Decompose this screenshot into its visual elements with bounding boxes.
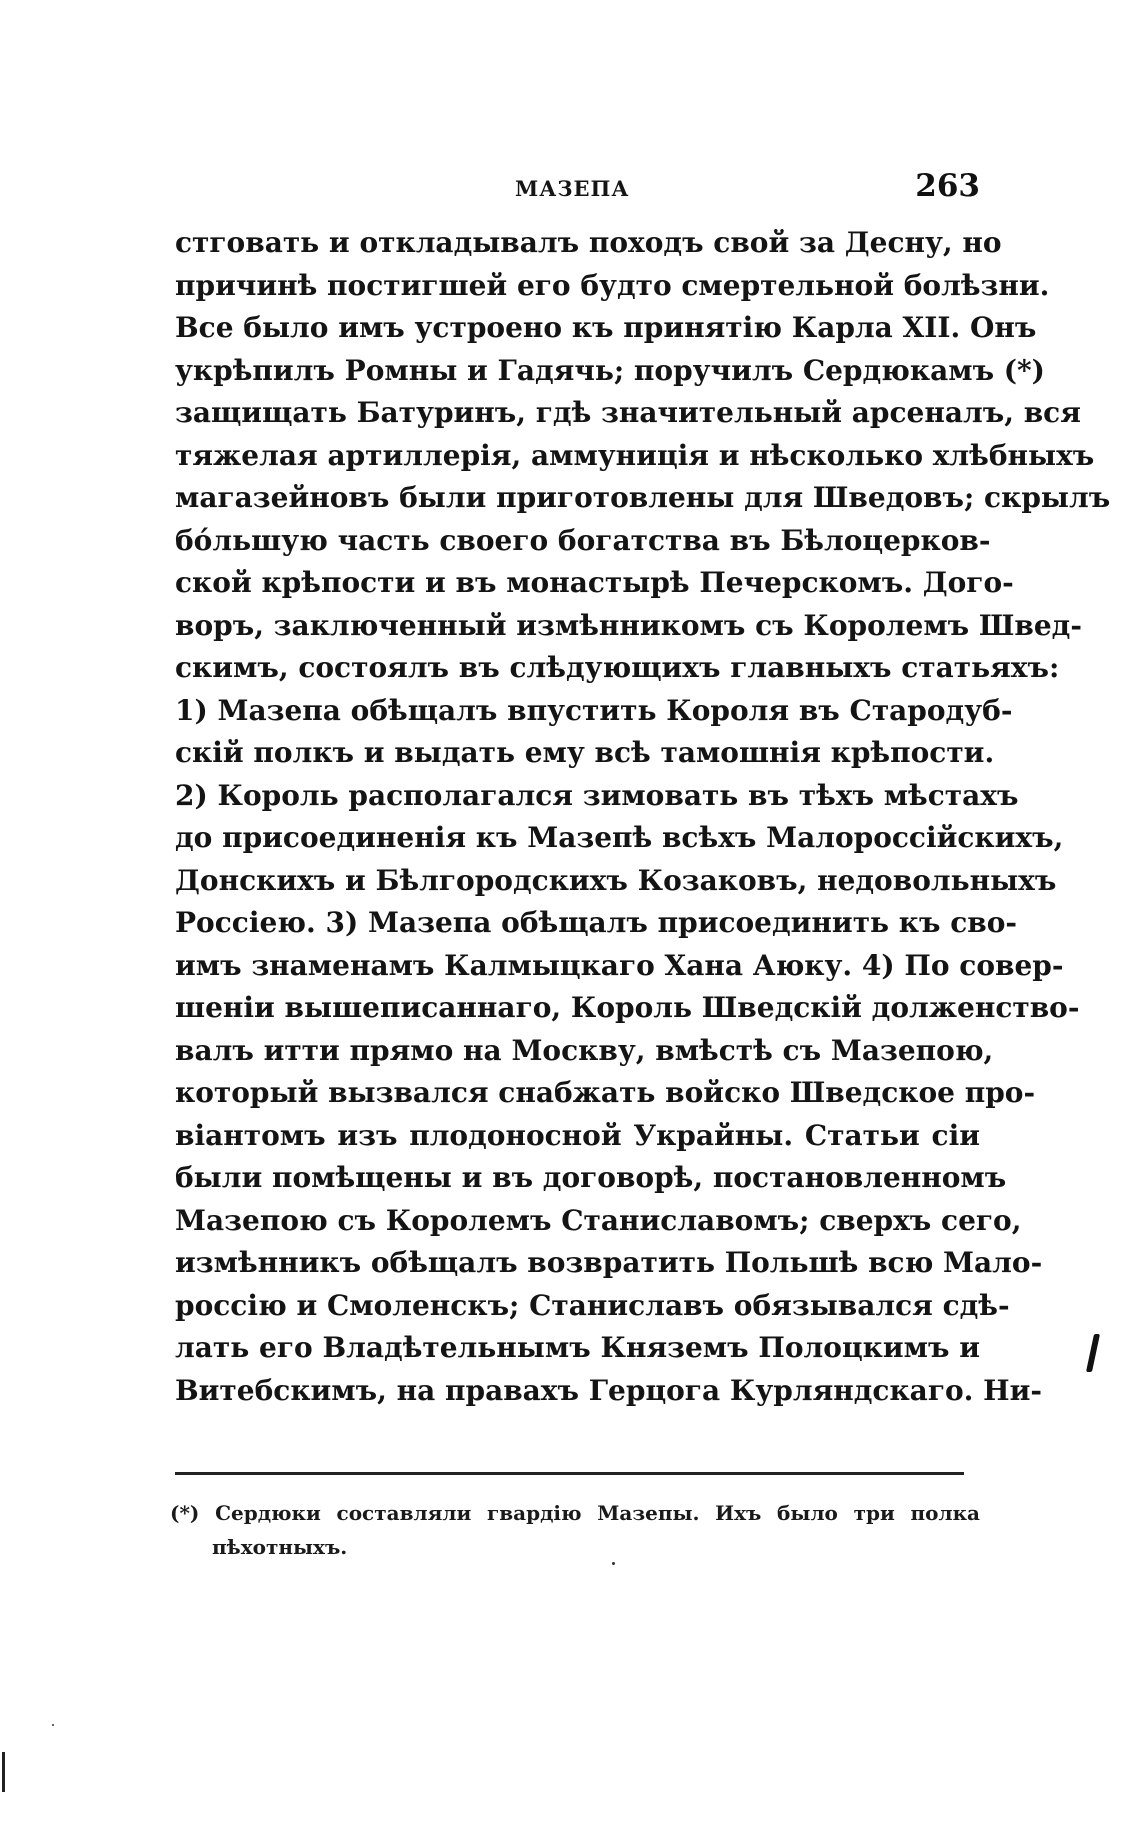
text-line: 2) Король располагался зимовать въ тѣхъ мѣстахъ — [175, 778, 1019, 812]
footnote-divider — [175, 1472, 964, 1475]
text-line: Витебскимъ, на правахъ Герцога Курляндскаго. Ни- — [175, 1373, 1043, 1407]
text-line: до присоединенія къ Мазепѣ всѣхъ Малороссійскихъ, — [175, 821, 1064, 854]
margin-pencil-mark — [1086, 1334, 1100, 1372]
text-line: стговать и откладывалъ походъ свой за Десну, но — [175, 226, 1002, 259]
footnote-line: пѣхотныхъ. — [212, 1535, 348, 1559]
text-line: защищать Батуринъ, гдѣ значительный арсеналъ, вся — [175, 396, 1081, 429]
text-line: Россіею. 3) Мазепа обѣщалъ присоединить къ сво- — [175, 906, 1018, 939]
text-line: віантомъ изъ плодоносной Украйны. Статьи сіи — [175, 1118, 980, 1152]
text-line: Мазепою съ Королемъ Станиславомъ; сверхъ сего, — [175, 1203, 1022, 1237]
text-line: воръ, заключенный измѣнникомъ съ Королемъ Швед- — [175, 608, 1082, 642]
text-line: лать его Владѣтельнымъ Княземъ Полоцкимъ и — [175, 1331, 980, 1364]
page-header — [175, 168, 980, 208]
text-line: измѣнникъ обѣщалъ возвратить Польшѣ всю Мало- — [175, 1246, 1043, 1279]
text-line: были помѣщены и въ договорѣ, постановленномъ — [175, 1161, 1007, 1194]
text-line: скій полкъ и выдать ему всѣ тамошнія крѣпости. — [175, 736, 995, 769]
footnote-line: (*) Сердюки составляли гвардію Мазепы. Ихъ было три полка — [170, 1501, 980, 1525]
text-line: скимъ, состоялъ въ слѣдующихъ главныхъ статьяхъ: — [175, 651, 1060, 684]
text-line: имъ знаменамъ Калмыцкаго Хана Аюку. 4) По совер- — [175, 948, 1064, 982]
text-line: шеніи вышеписаннаго, Король Шведскій долженство- — [175, 991, 1080, 1024]
text-line: россію и Смоленскъ; Станиславъ обязывался сдѣ- — [175, 1288, 1010, 1322]
text-line: магазейновъ были приготовлены для Шведовъ; скрылъ — [175, 481, 1111, 514]
text-line: ской крѣпости и въ монастырѣ Печерскомъ. Дого- — [175, 566, 1014, 599]
ink-speck — [612, 1562, 615, 1565]
text-line: Все было имъ устроено къ принятію Карла XII. Онъ — [175, 311, 1037, 344]
text-line: причинѣ постигшей его будто смертельной болѣзни. — [175, 268, 1050, 302]
text-line: тяжелая артиллерія, аммуниція и нѣсколько хлѣбныхъ — [175, 438, 1095, 472]
page-number: 263 — [915, 168, 980, 204]
text-line: который вызвался снабжать войско Шведское про- — [175, 1076, 1036, 1109]
ink-speck — [52, 1724, 54, 1726]
text-line: 1) Мазепа обѣщалъ впустить Короля въ Стародуб- — [175, 693, 1013, 727]
main-text — [175, 222, 1111, 1412]
text-line: Донскихъ и Бѣлгородскихъ Козаковъ, недовольныхъ — [175, 863, 1057, 897]
text-line: бóльшую часть своего богатства въ Бѣлоцерков- — [175, 523, 991, 557]
scan-edge-mark — [2, 1752, 5, 1792]
footnote — [170, 1496, 980, 1564]
text-line: укрѣпилъ Ромны и Гадячь; поручилъ Сердюкамъ (*) — [175, 353, 1045, 387]
text-line: валъ итти прямо на Москву, вмѣстѣ съ Мазепою, — [175, 1033, 994, 1067]
running-head: МАЗЕПА — [515, 176, 630, 201]
